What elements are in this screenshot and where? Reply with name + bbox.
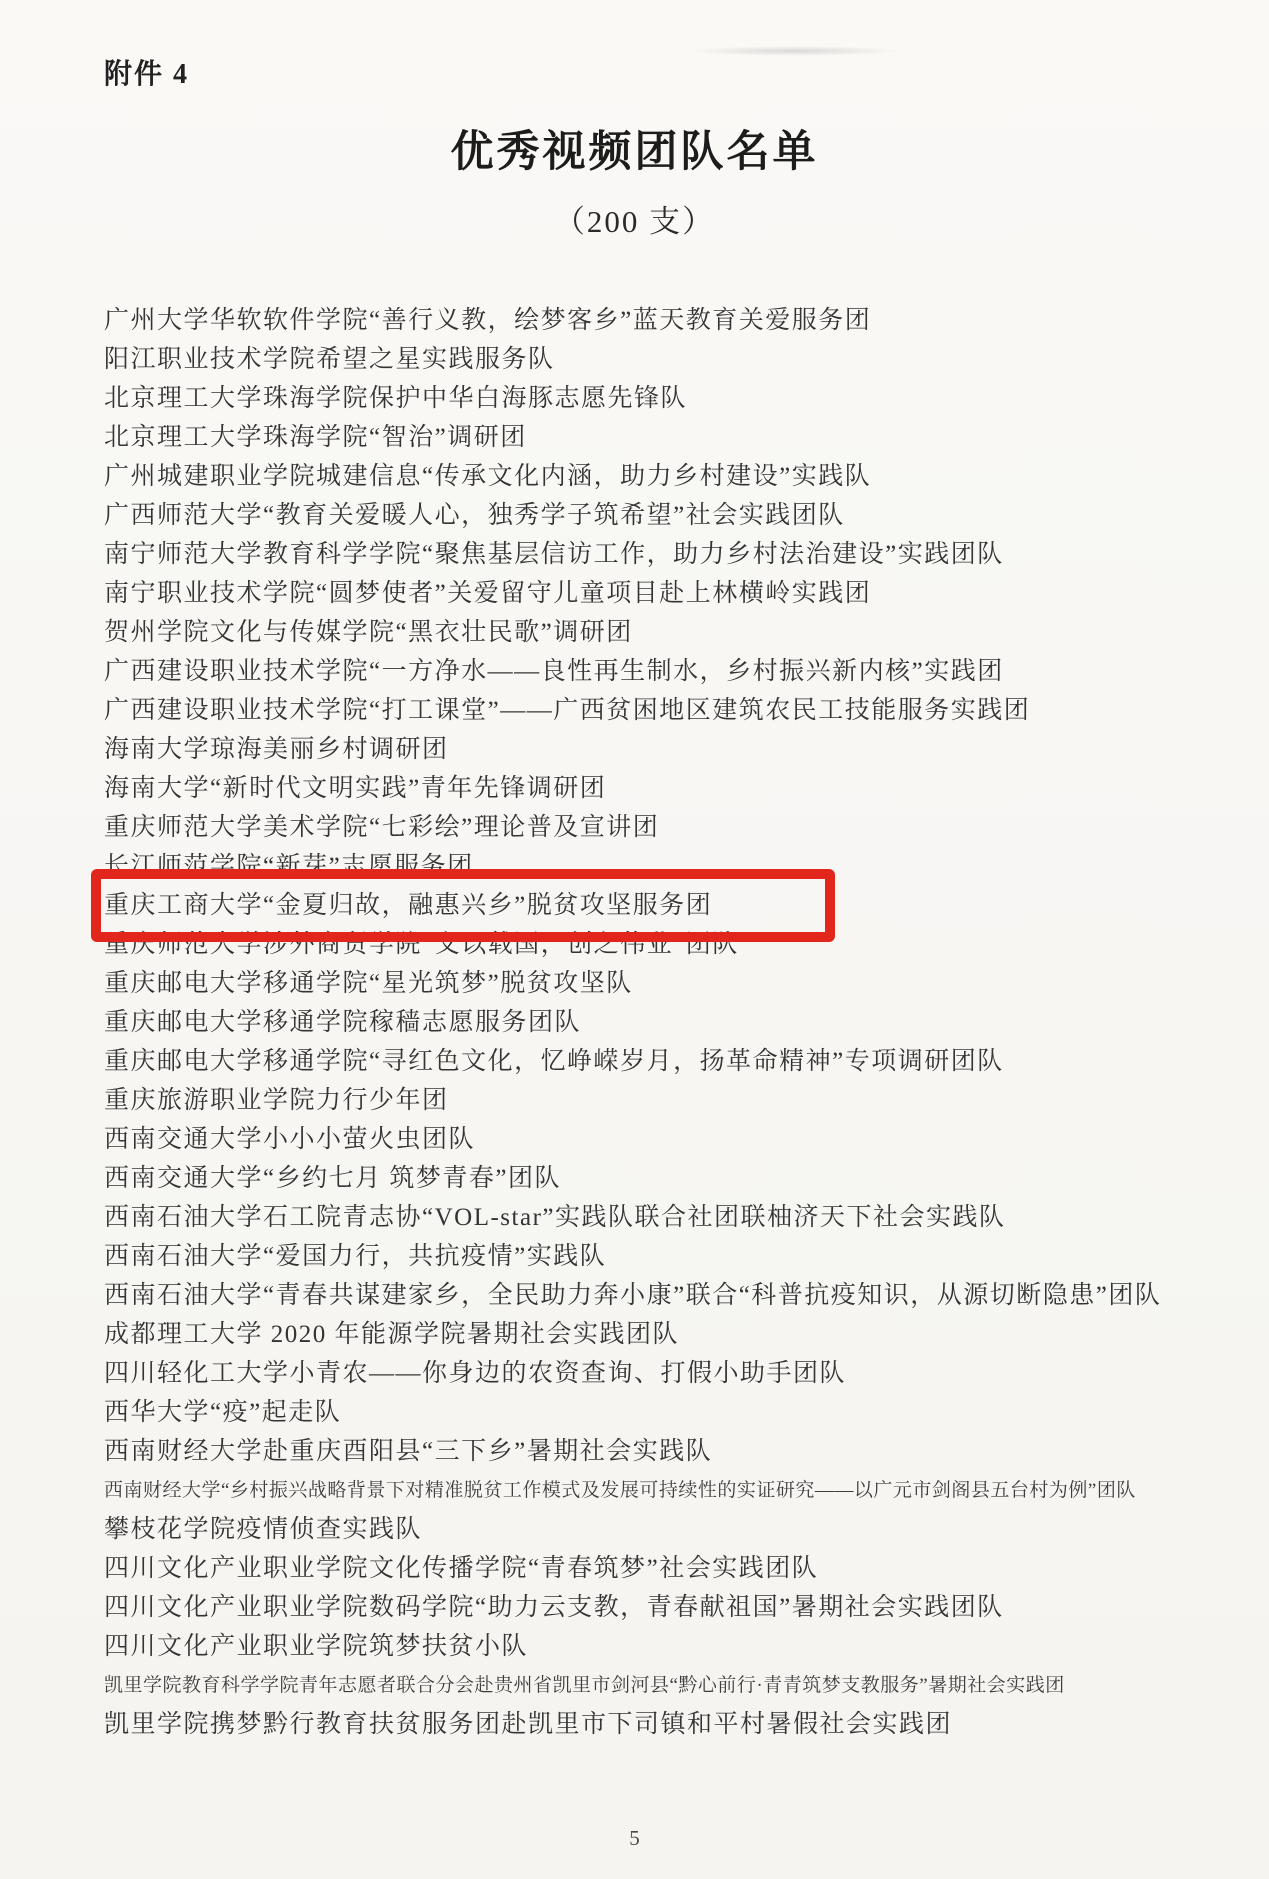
team-item: 四川文化产业职业学院筑梦扶贫小队	[104, 1633, 529, 1660]
team-item: 阳江职业技术学院希望之星实践服务队	[104, 346, 555, 373]
team-item: 贺州学院文化与传媒学院“黑衣壮民歌”调研团	[104, 619, 633, 646]
team-item: 凯里学院携梦黔行教育扶贫服务团赴凯里市下司镇和平村暑假社会实践团	[104, 1711, 953, 1738]
team-item: 南宁师范大学教育科学学院“聚焦基层信访工作，助力乡村法治建设”实践团队	[104, 541, 1004, 568]
page-subtitle: （200 支）	[553, 204, 716, 239]
team-item: 四川文化产业职业学院数码学院“助力云支教，青春献祖国”暑期社会实践团队	[104, 1594, 1004, 1621]
team-item: 重庆旅游职业学院力行少年团	[104, 1087, 449, 1114]
team-item: 西南财经大学赴重庆酉阳县“三下乡”暑期社会实践队	[104, 1438, 713, 1465]
team-item: 海南大学琼海美丽乡村调研团	[104, 736, 449, 763]
team-item: 北京理工大学珠海学院保护中华白海豚志愿先锋队	[104, 385, 688, 412]
team-item: 西南交通大学“乡约七月 筑梦青春”团队	[104, 1165, 561, 1192]
team-item: 南宁职业技术学院“圆梦使者”关爱留守儿童项目赴上林横岭实践团	[104, 580, 872, 607]
team-item: 北京理工大学珠海学院“智治”调研团	[104, 424, 527, 451]
scan-artifact	[690, 46, 900, 56]
team-item: 西南石油大学石工院青志协“VOL-star”实践队联合社团联柚济天下社会实践队	[104, 1204, 1006, 1231]
team-item: 西南石油大学“爱国力行，共抗疫情”实践队	[104, 1243, 607, 1270]
team-item: 西华大学“疫”起走队	[104, 1399, 342, 1426]
team-item: 重庆邮电大学移通学院稼穑志愿服务团队	[104, 1009, 582, 1036]
attachment-label: 附件 4	[104, 59, 190, 90]
team-item: 广西师范大学“教育关爱暖人心，独秀学子筑希望”社会实践团队	[104, 502, 845, 529]
team-item: 长江师范学院“新芽”志愿服务团	[104, 853, 474, 880]
team-item: 西南石油大学“青春共谋建家乡，全民助力奔小康”联合“科普抗疫知识，从源切断隐患”团队	[104, 1282, 1162, 1309]
team-item: 西南财经大学“乡村振兴战略背景下对精准脱贫工作模式及发展可持续性的实证研究——以广元市剑阁县五台村为例”团队	[104, 1480, 1136, 1501]
team-item: 广西建设职业技术学院“打工课堂”——广西贫困地区建筑农民工技能服务实践团	[104, 697, 1031, 724]
team-item: 重庆师范大学美术学院“七彩绘”理论普及宣讲团	[104, 814, 660, 841]
team-item: 广州城建职业学院城建信息“传承文化内涵，助力乡村建设”实践队	[104, 463, 872, 490]
team-item: 广西建设职业技术学院“一方净水——良性再生制水，乡村振兴新内核”实践团	[104, 658, 1004, 685]
team-item: 重庆师范大学涉外商贸学院“文以载国，创之伟业”团队	[104, 931, 739, 958]
team-item: 四川文化产业职业学院文化传播学院“青春筑梦”社会实践团队	[104, 1555, 819, 1582]
team-item: 四川轻化工大学小青农——你身边的农资查询、打假小助手团队	[104, 1360, 847, 1387]
team-list	[104, 301, 1219, 1744]
team-item-highlighted: 重庆工商大学“金夏归故，融惠兴乡”脱贫攻坚服务团	[104, 886, 1219, 925]
team-item: 凯里学院教育科学学院青年志愿者联合分会赴贵州省凯里市剑河县“黔心前行·青青筑梦支教服务”暑期社会实践团	[104, 1675, 1065, 1696]
team-item: 成都理工大学 2020 年能源学院暑期社会实践团队	[104, 1321, 680, 1348]
team-item: 攀枝花学院疫情侦查实践队	[104, 1516, 423, 1543]
team-item: 广州大学华软软件学院“善行义教，绘梦客乡”蓝天教育关爱服务团	[104, 307, 872, 334]
team-item: 西南交通大学小小小萤火虫团队	[104, 1126, 476, 1153]
team-item: 重庆邮电大学移通学院“星光筑梦”脱贫攻坚队	[104, 970, 633, 997]
team-item: 海南大学“新时代文明实践”青年先锋调研团	[104, 775, 607, 802]
page-title: 优秀视频团队名单	[450, 129, 819, 176]
team-item: 重庆邮电大学移通学院“寻红色文化，忆峥嵘岁月，扬革命精神”专项调研团队	[104, 1048, 1004, 1075]
page-number: 5	[629, 1826, 640, 1850]
